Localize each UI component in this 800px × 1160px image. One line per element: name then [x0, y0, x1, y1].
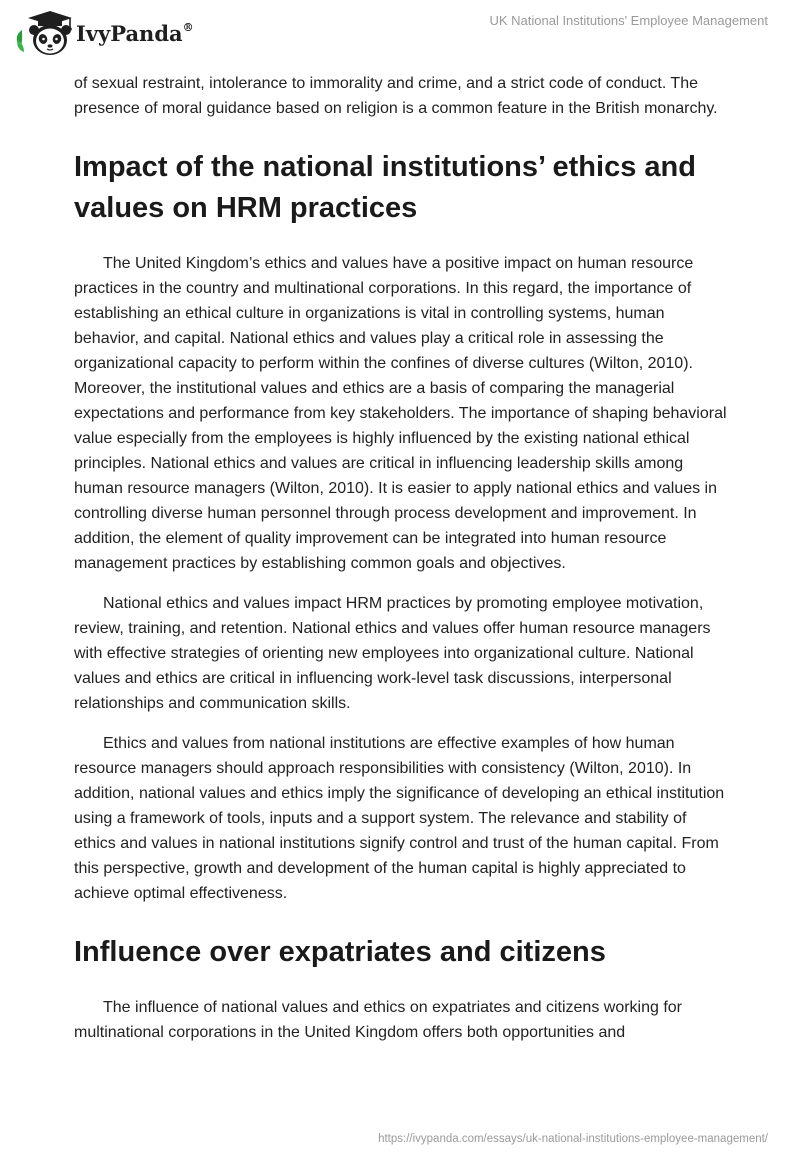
paragraph: National ethics and values impact HRM practices by promoting employee motivation, review, training, and retention. National ethics and values offer human resource managers with effective strategies of orienting new employees into organizational culture. National values and ethics are critical in influencing work-level task discussions, interpersonal relationships and communication skills.: [74, 595, 711, 712]
paragraph: The United Kingdom’s ethics and values have a positive impact on human resource practices in the country and multinational corporations. In this regard, the importance of establishing an ethical culture in organizations is vital in controlling systems, human behavior, and capital. National ethics and values play a critical role in assessing the organizational capacity to perform within the confines of diverse cultures (Wilton, 2010). Moreover, the institutional values and ethics are a basis of comparing the managerial expectations and performance from key stakeholders. The importance of shaping behavioral value especially from the employees is highly influenced by the existing national ethical principles. National ethics and values are critical in influencing leadership skills among human resource managers (Wilton, 2010). It is easier to apply national ethics and values in controlling diverse human personnel through process development and improvement. In addition, the element of quality improvement can be integrated into human resource management practices by establishing common goals and objectives.: [74, 255, 727, 572]
brand-name: IvyPanda®: [76, 21, 194, 46]
intro-paragraph: of sexual restraint, intolerance to immorality and crime, and a strict code of conduct. The presence of moral guidance based on religion is a common feature in the British monarchy.: [74, 75, 718, 117]
paragraph: Ethics and values from national institutions are effective examples of how human resource managers should approach responsibilities with consistency (Wilton, 2010). In addition, national values and ethics imply the significance of developing an ethical institution using a framework of tools, inputs and a support system. The relevance and stability of ethics and values in national institutions signify control and trust of the human capital. From this perspective, growth and development of the human capital is highly appreciated to achieve optimal effectiveness.: [74, 735, 725, 902]
registered-mark: ®: [182, 21, 194, 34]
ivypanda-logo[interactable]: [14, 8, 204, 58]
document-title: UK National Institutions' Employee Management: [489, 13, 768, 28]
essay-body: [74, 71, 730, 1060]
section-heading-hrm-impact: Impact of the national institutions’ ethics and values on HRM practices: [74, 151, 696, 224]
source-url[interactable]: https://ivypanda.com/essays/uk-national-institutions-employee-management/: [378, 1133, 768, 1145]
page-header: [0, 0, 800, 66]
panda-graduate-icon: [14, 8, 76, 58]
section-heading-expatriates: Influence over expatriates and citizens: [74, 936, 606, 968]
paragraph: The influence of national values and ethics on expatriates and citizens working for multinational corporations in the United Kingdom offers both opportunities and: [74, 999, 683, 1041]
